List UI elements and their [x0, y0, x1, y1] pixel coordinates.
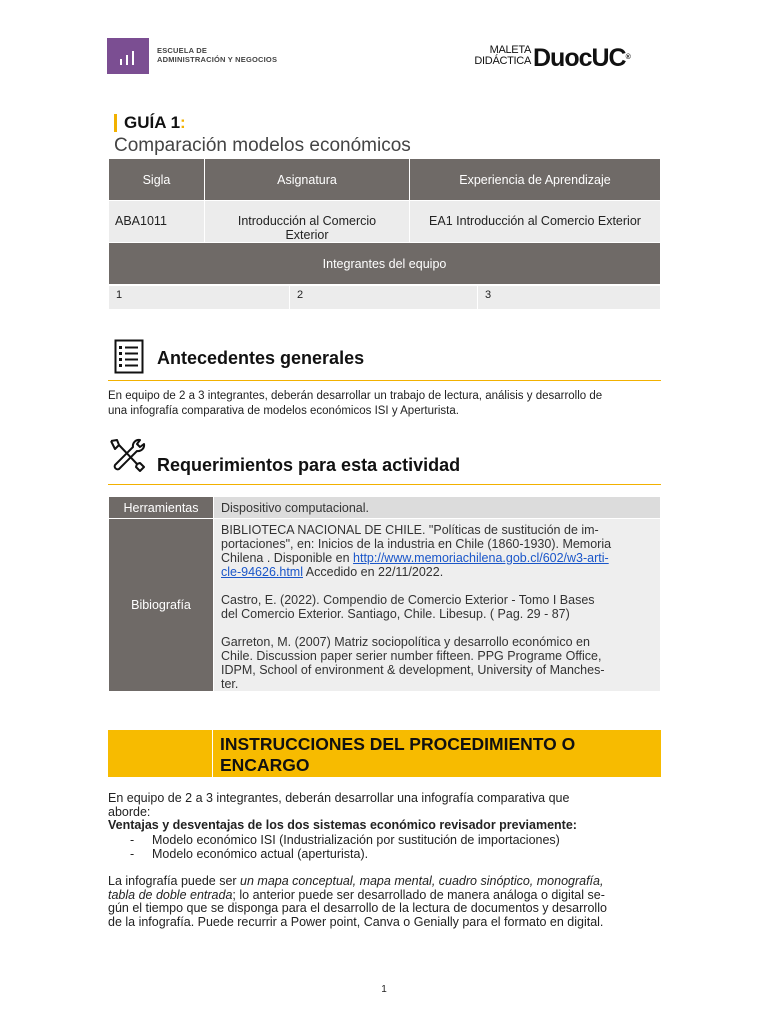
memoria-chilena-link-cont[interactable]: cle-94626.html: [221, 565, 303, 579]
page-number: 1: [381, 984, 387, 995]
herramientas-value: Dispositivo computacional.: [214, 497, 661, 519]
requerimientos-heading: Requerimientos para esta actividad: [157, 455, 461, 475]
memoria-chilena-link[interactable]: http://www.memoriachilena.gob.cl/602/w3-arti-: [353, 551, 609, 565]
header-sigla: Sigla: [109, 159, 205, 201]
antecedentes-heading: Antecedentes generales: [157, 348, 365, 368]
instructions-bold-line: Ventajas y desventajas de los dos sistemas económico revisador previamente:: [108, 818, 577, 832]
antecedentes-divider: [108, 380, 661, 381]
member-1: 1: [109, 286, 290, 310]
header-asignatura: Asignatura: [205, 159, 410, 201]
bibliografia-value: [214, 519, 661, 692]
reference-2: Castro, E. (2022). Compendio de Comercio Exterior - Tomo I Bases del Comercio Exterior. Santiago, Chile. Libesup. ( Pag. 29 - 87): [221, 593, 595, 621]
title-accent-bar: [114, 114, 117, 132]
team-members-table: [108, 285, 661, 310]
infografia-paragraph: La infografía puede ser un mapa conceptual, mapa mental, cuadro sinóptico, monografía, tabla de doble entrada; lo anterior puede ser desarrollado de manera análoga o digital se- gún el tiempo que se disponga para el desarrollo de la lectura de documentos y desarrollo de la infografía. Puede recurrir a Power point, Canva o Genially para el formato en digital.: [108, 874, 607, 929]
duoc-brand-logo: DuocUC®: [533, 44, 631, 72]
guide-subtitle: Comparación modelos económicos: [114, 135, 411, 156]
cell-experiencia: EA1 Introducción al Comercio Exterior: [410, 201, 661, 243]
maleta-didactica-label: MALETA DIDÁCTICA: [474, 44, 531, 67]
antecedentes-text: En equipo de 2 a 3 integrantes, deberán desarrollar un trabajo de lectura, análisis y desarrollo de una infografía comparativa de modelos económicos ISI y Aperturista.: [108, 390, 603, 417]
checklist-icon: [114, 339, 144, 374]
header-experiencia: Experiencia de Aprendizaje: [410, 159, 661, 201]
reference-1: BIBLIOTECA NACIONAL DE CHILE. "Políticas de sustitución de im- portaciones", en: Inicios de la industria en Chile (1860-1930). Memoria Chilena . Disponible en http://www.memoriachilena.gob.cl/602/w3-arti- cle-94626.html Accedido en 22/11/2022.: [221, 523, 612, 579]
school-logo: [107, 38, 149, 74]
cell-asignatura: Introducción al Comercio Exterior: [205, 201, 410, 243]
reference-3: Garreton, M. (2007) Matriz sociopolítica y desarrollo económico en Chile. Discussion paper serier number fifteen. PPG Programe Office, IDPM, School of environment & development, University of Manches- ter.: [221, 635, 605, 691]
guide-title: GUÍA 1:: [124, 113, 186, 132]
bullet-aperturista: - Modelo económico actual (aperturista).: [130, 847, 369, 861]
bibliografia-label: Bibiografía: [109, 519, 214, 692]
member-2: 2: [290, 286, 478, 310]
requerimientos-divider: [108, 484, 661, 485]
bullet-isi: - Modelo económico ISI (Industrialización por sustitución de importaciones): [130, 833, 560, 847]
member-3: 3: [478, 286, 661, 310]
cell-sigla: ABA1011: [109, 201, 205, 243]
requirements-table: [108, 496, 661, 692]
course-info-table: [108, 158, 661, 285]
instructions-accent-block: [108, 730, 212, 777]
instructions-heading: INSTRUCCIONES DEL PROCEDIMIENTO O ENCARGO: [213, 730, 661, 777]
instructions-intro: En equipo de 2 a 3 integrantes, deberán desarrollar una infografía comparativa que aborde: Ventajas y desventajas de los dos sistemas económico revisador previamente:: [108, 792, 663, 833]
tools-icon: [107, 437, 147, 472]
school-name: ESCUELA DE ADMINISTRACIÓN Y NEGOCIOS: [157, 46, 278, 64]
herramientas-label: Herramientas: [109, 497, 214, 519]
team-header: Integrantes del equipo: [109, 243, 661, 285]
